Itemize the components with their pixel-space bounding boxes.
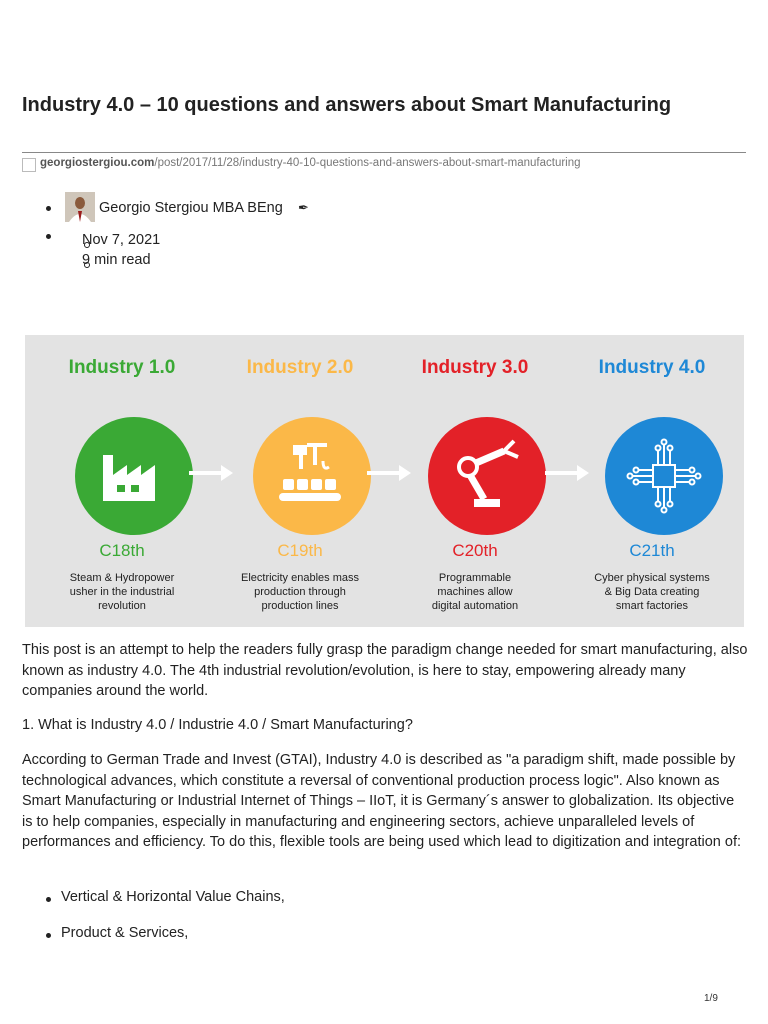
industry-1-column <box>37 335 207 627</box>
bullet-icon <box>46 234 51 239</box>
integration-list <box>22 888 722 960</box>
desc-line: & Big Data creating <box>604 586 700 598</box>
assembly-line-icon <box>253 417 371 535</box>
avatar[interactable] <box>65 192 95 222</box>
industry-4-title: Industry 4.0 <box>598 357 706 378</box>
read-time: 9 min read <box>82 252 151 268</box>
list-item-text: Vertical & Horizontal Value Chains, <box>61 889 285 905</box>
industry-1-description <box>37 571 207 613</box>
industry-4-century: C21th <box>629 541 675 560</box>
source-domain[interactable]: georgiostergiou.com <box>40 157 155 169</box>
source-url[interactable] <box>40 157 581 169</box>
desc-line: Programmable <box>438 572 512 584</box>
bullet-icon <box>46 206 51 211</box>
desc-line: Electricity enables mass <box>241 572 359 584</box>
pen-icon[interactable]: ✒ <box>298 200 309 215</box>
checkbox-icon <box>22 158 36 172</box>
desc-line: revolution <box>98 600 146 612</box>
desc-line: production lines <box>261 600 339 612</box>
source-path[interactable]: /post/2017/11/28/industry-40-10-questions-and-answers-about-smart-manufacturing <box>154 157 581 169</box>
industry-2-title: Industry 2.0 <box>246 357 354 378</box>
industry-3-column <box>390 335 560 627</box>
post-date: Nov 7, 2021 <box>82 232 161 248</box>
page-number: 1/9 <box>704 993 718 1004</box>
factory-icon <box>75 417 193 535</box>
author-row <box>22 192 622 226</box>
list-item-text: Product & Services, <box>61 925 189 941</box>
list-item <box>22 924 722 960</box>
meta-sublist <box>22 232 622 286</box>
industry-2-description <box>215 571 385 613</box>
intro-paragraph: This post is an attempt to help the readers fully grasp the paradigm change needed for smart manufacturing, also known as industry 4.0. The 4th industrial revolution/evolution, is here to stay, empowering already many companies around the world. <box>22 642 748 699</box>
desc-line: Cyber physical systems <box>594 572 710 584</box>
source-bar <box>22 152 746 175</box>
desc-line: smart factories <box>615 600 689 612</box>
question-heading: 1. What is Industry 4.0 / Industrie 4.0 / Smart Manufacturing? <box>22 717 413 733</box>
industry-infographic <box>25 335 744 627</box>
robot-arm-icon <box>428 417 546 535</box>
answer-paragraph: According to German Trade and Invest (GTAI), Industry 4.0 is described as "a paradigm shift, made possible by technological advances, which constitute a reversal of conventional production process logic". Also known as Smart Manufacturing or Industrial Internet of Things – IIoT, it is Germany´s answer to globalization. Its objective is to help companies, especially in manufacturing and engineering sectors, achieve unparalleled levels of performances and efficiency. To do this, flexible tools are being used which lead to digitization and integration of: <box>22 752 741 850</box>
bullet-icon <box>46 897 51 902</box>
post-meta <box>22 192 622 286</box>
industry-3-title: Industry 3.0 <box>421 357 529 378</box>
industry-1-century: C18th <box>99 541 145 560</box>
industry-1-title: Industry 1.0 <box>68 357 176 378</box>
desc-line: production through <box>254 586 346 598</box>
desc-line: digital automation <box>431 600 519 612</box>
industry-2-century: C19th <box>277 541 323 560</box>
desc-line: machines allow <box>437 586 513 598</box>
list-item <box>22 888 722 924</box>
desc-line: Steam & Hydropower <box>69 572 175 584</box>
industry-2-column <box>215 335 385 627</box>
industry-3-century: C20th <box>452 541 498 560</box>
bullet-icon <box>46 933 51 938</box>
industry-4-column <box>567 335 737 627</box>
industry-3-description <box>390 571 560 613</box>
author-name[interactable]: Georgio Stergiou MBA BEng <box>99 200 283 216</box>
industry-4-description <box>567 571 737 613</box>
chip-network-icon <box>605 417 723 535</box>
desc-line: usher in the industrial <box>69 586 175 598</box>
page-title: Industry 4.0 – 10 questions and answers about Smart Manufacturing <box>22 94 672 116</box>
